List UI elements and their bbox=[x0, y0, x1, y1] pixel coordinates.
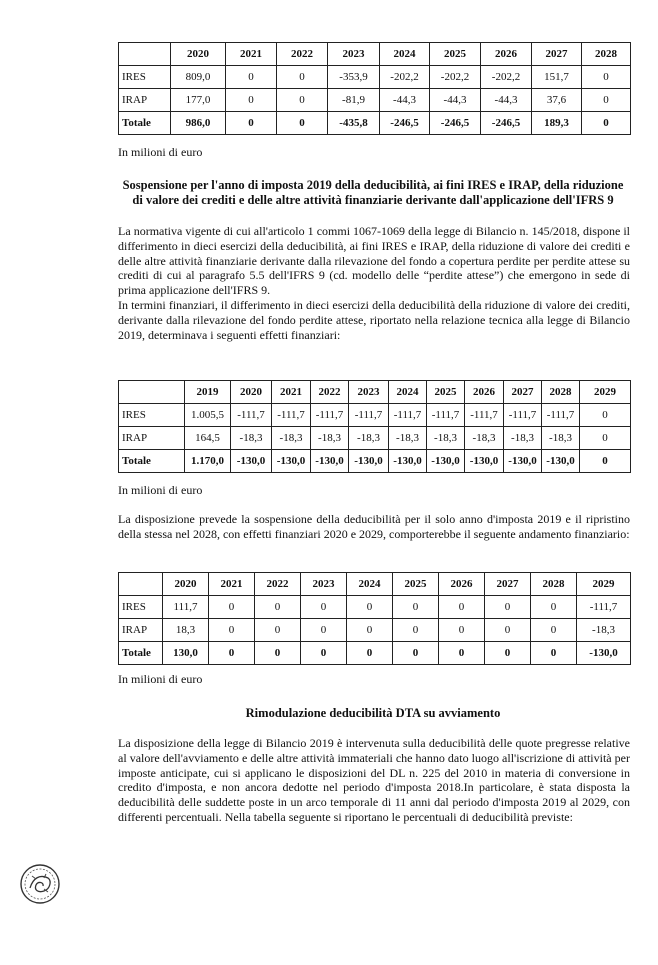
table-total-row bbox=[119, 642, 631, 665]
value-cell: 0 bbox=[209, 642, 255, 665]
value-cell: -111,7 bbox=[427, 404, 465, 427]
value-cell: -130,0 bbox=[272, 450, 311, 473]
value-cell: 0 bbox=[580, 404, 631, 427]
value-cell: -18,3 bbox=[542, 427, 580, 450]
value-cell: -246,5 bbox=[430, 112, 481, 135]
header-year-cell: 2027 bbox=[485, 573, 531, 596]
table-row bbox=[119, 427, 631, 450]
value-cell: 0 bbox=[531, 619, 577, 642]
value-cell: 18,3 bbox=[163, 619, 209, 642]
row-label-cell: IRES bbox=[119, 66, 171, 89]
value-cell: 0 bbox=[439, 619, 485, 642]
value-cell: 130,0 bbox=[163, 642, 209, 665]
value-cell: 0 bbox=[209, 596, 255, 619]
header-year-cell: 2029 bbox=[580, 381, 631, 404]
value-cell: 189,3 bbox=[532, 112, 582, 135]
value-cell: -18,3 bbox=[504, 427, 542, 450]
value-cell: -202,2 bbox=[430, 66, 481, 89]
value-cell: -111,7 bbox=[272, 404, 311, 427]
table-total-row bbox=[119, 450, 631, 473]
value-cell: -202,2 bbox=[380, 66, 430, 89]
value-cell: -130,0 bbox=[542, 450, 580, 473]
section-2-paragraph: La disposizione della legge di Bilancio 2019 è intervenuta sulla deducibilità delle quote pregresse relative al valore dell'avviamento e delle altre attività immateriali che hanno dato luogo all'iscrizione di attività per imposte anticipate, cui si applicano le disposizioni del DL n. 225 del 2010 in materia di conversione in credito d'imposta, e non ancora dedotte nel periodo d'imposta 2018.In particolare, è stata disposta la deducibilità delle suddette poste in un arco temporale di 11 anni dal periodo d'imposta 2019 al 2029, con differenti percentuali. Nella tabella seguente si riportano le percentuali di deducibilità previste: bbox=[118, 736, 630, 824]
value-cell: -18,3 bbox=[465, 427, 504, 450]
value-cell: 0 bbox=[439, 596, 485, 619]
value-cell: 0 bbox=[582, 89, 631, 112]
header-year-cell: 2027 bbox=[532, 43, 582, 66]
header-year-cell: 2022 bbox=[311, 381, 349, 404]
paragraph-3 bbox=[118, 512, 630, 542]
header-corner-cell bbox=[119, 573, 163, 596]
header-year-cell: 2021 bbox=[272, 381, 311, 404]
value-cell: -111,7 bbox=[231, 404, 272, 427]
value-cell: 0 bbox=[255, 619, 301, 642]
row-label-cell: IRAP bbox=[119, 427, 185, 450]
value-cell: -18,3 bbox=[231, 427, 272, 450]
value-cell: 0 bbox=[301, 596, 347, 619]
value-cell: 0 bbox=[301, 619, 347, 642]
value-cell: -246,5 bbox=[380, 112, 430, 135]
value-cell: 0 bbox=[485, 596, 531, 619]
value-cell: -246,5 bbox=[481, 112, 532, 135]
row-label-cell: Totale bbox=[119, 642, 163, 665]
header-year-cell: 2021 bbox=[209, 573, 255, 596]
row-label-cell: Totale bbox=[119, 112, 171, 135]
value-cell: 1.170,0 bbox=[185, 450, 231, 473]
value-cell: 0 bbox=[277, 89, 328, 112]
header-year-cell: 2026 bbox=[465, 381, 504, 404]
value-cell: 809,0 bbox=[171, 66, 226, 89]
value-cell: -81,9 bbox=[328, 89, 380, 112]
value-cell: -130,0 bbox=[389, 450, 427, 473]
table-header-row bbox=[119, 573, 631, 596]
section-1-body bbox=[118, 224, 630, 342]
section-2-heading: Rimodulazione deducibilità DTA su avviamento bbox=[245, 706, 501, 720]
value-cell: -44,3 bbox=[380, 89, 430, 112]
header-year-cell: 2024 bbox=[380, 43, 430, 66]
value-cell: 0 bbox=[485, 619, 531, 642]
value-cell: 164,5 bbox=[185, 427, 231, 450]
value-cell: -202,2 bbox=[481, 66, 532, 89]
table-header-row bbox=[119, 43, 631, 66]
value-cell: -130,0 bbox=[427, 450, 465, 473]
value-cell: 0 bbox=[393, 619, 439, 642]
value-cell: -111,7 bbox=[349, 404, 389, 427]
header-year-cell: 2024 bbox=[347, 573, 393, 596]
header-year-cell: 2023 bbox=[328, 43, 380, 66]
table-row bbox=[119, 619, 631, 642]
header-year-cell: 2024 bbox=[389, 381, 427, 404]
value-cell: -111,7 bbox=[465, 404, 504, 427]
value-cell: -111,7 bbox=[577, 596, 631, 619]
section-1-heading: Sospensione per l'anno di imposta 2019 della deducibilità, ai fini IRES e IRAP, della riduzione di valore dei crediti e delle altre attività finanziarie derivante dall'applicazione dell'IFRS 9 bbox=[122, 178, 624, 207]
value-cell: -130,0 bbox=[349, 450, 389, 473]
value-cell: 0 bbox=[347, 619, 393, 642]
value-cell: -18,3 bbox=[272, 427, 311, 450]
value-cell: -130,0 bbox=[577, 642, 631, 665]
value-cell: 0 bbox=[209, 619, 255, 642]
value-cell: 0 bbox=[531, 596, 577, 619]
value-cell: 0 bbox=[347, 596, 393, 619]
header-year-cell: 2022 bbox=[255, 573, 301, 596]
section-2-body bbox=[118, 736, 630, 825]
section-1-paragraph-1: La normativa vigente di cui all'articolo 1 commi 1067-1069 della legge di Bilancio n. 145/2018, dispone il differimento in dieci esercizi della deducibilità, ai fini IRES e IRAP, della riduzione di valore dei crediti e delle altre attività finanziarie derivante dalla rilevazione del fondo a copertura perdite per perdite attese su crediti di cui al paragrafo 5.5 dell'IFRS 9 (cd. modello delle “perdite attese”) che emergono in sede di prima applicazione dell'IFRS 9. bbox=[118, 224, 630, 298]
value-cell: 151,7 bbox=[532, 66, 582, 89]
row-label-cell: IRAP bbox=[119, 89, 171, 112]
section-1-paragraph-2: In termini finanziari, il differimento in dieci esercizi della deducibilità della riduzione di valore dei crediti, derivante dalla rilevazione del fondo perdite attese, riportato nella relazione tecnica alla legge di Bilancio 2019, determinava i seguenti effetti finanziari: bbox=[118, 297, 630, 342]
value-cell: 0 bbox=[531, 642, 577, 665]
table-row bbox=[119, 66, 631, 89]
value-cell: 177,0 bbox=[171, 89, 226, 112]
value-cell: 0 bbox=[301, 642, 347, 665]
value-cell: -353,9 bbox=[328, 66, 380, 89]
value-cell: 0 bbox=[485, 642, 531, 665]
value-cell: -18,3 bbox=[349, 427, 389, 450]
value-cell: 0 bbox=[226, 89, 277, 112]
value-cell: -111,7 bbox=[311, 404, 349, 427]
value-cell: -18,3 bbox=[311, 427, 349, 450]
value-cell: -111,7 bbox=[389, 404, 427, 427]
value-cell: 0 bbox=[347, 642, 393, 665]
value-cell: 0 bbox=[393, 642, 439, 665]
header-corner-cell bbox=[119, 43, 171, 66]
seal-stamp-icon bbox=[18, 862, 62, 906]
table-2 bbox=[118, 380, 631, 473]
header-year-cell: 2020 bbox=[231, 381, 272, 404]
value-cell: 0 bbox=[582, 112, 631, 135]
value-cell: 1.005,5 bbox=[185, 404, 231, 427]
header-year-cell: 2028 bbox=[582, 43, 631, 66]
header-year-cell: 2025 bbox=[430, 43, 481, 66]
value-cell: -18,3 bbox=[389, 427, 427, 450]
header-year-cell: 2025 bbox=[427, 381, 465, 404]
row-label-cell: IRAP bbox=[119, 619, 163, 642]
header-year-cell: 2028 bbox=[531, 573, 577, 596]
value-cell: 0 bbox=[277, 112, 328, 135]
row-label-cell: IRES bbox=[119, 596, 163, 619]
value-cell: 0 bbox=[580, 427, 631, 450]
value-cell: 0 bbox=[255, 642, 301, 665]
header-year-cell: 2029 bbox=[577, 573, 631, 596]
header-corner-cell bbox=[119, 381, 185, 404]
value-cell: -130,0 bbox=[504, 450, 542, 473]
value-cell: -111,7 bbox=[542, 404, 580, 427]
value-cell: -44,3 bbox=[430, 89, 481, 112]
value-cell: -130,0 bbox=[231, 450, 272, 473]
value-cell: 0 bbox=[226, 66, 277, 89]
value-cell: -130,0 bbox=[465, 450, 504, 473]
table-3-unit: In milioni di euro bbox=[118, 672, 203, 686]
header-year-cell: 2019 bbox=[185, 381, 231, 404]
header-year-cell: 2027 bbox=[504, 381, 542, 404]
table-row bbox=[119, 404, 631, 427]
value-cell: 37,6 bbox=[532, 89, 582, 112]
header-year-cell: 2025 bbox=[393, 573, 439, 596]
table-row bbox=[119, 596, 631, 619]
header-year-cell: 2023 bbox=[349, 381, 389, 404]
row-label-cell: Totale bbox=[119, 450, 185, 473]
value-cell: 0 bbox=[393, 596, 439, 619]
value-cell: 0 bbox=[226, 112, 277, 135]
table-row bbox=[119, 89, 631, 112]
value-cell: -111,7 bbox=[504, 404, 542, 427]
row-label-cell: IRES bbox=[119, 404, 185, 427]
header-year-cell: 2026 bbox=[481, 43, 532, 66]
header-year-cell: 2021 bbox=[226, 43, 277, 66]
header-year-cell: 2028 bbox=[542, 381, 580, 404]
table-3 bbox=[118, 572, 631, 665]
value-cell: -18,3 bbox=[577, 619, 631, 642]
value-cell: 111,7 bbox=[163, 596, 209, 619]
header-year-cell: 2026 bbox=[439, 573, 485, 596]
table-2-unit: In milioni di euro bbox=[118, 483, 203, 497]
value-cell: -435,8 bbox=[328, 112, 380, 135]
table-header-row bbox=[119, 381, 631, 404]
header-year-cell: 2020 bbox=[171, 43, 226, 66]
header-year-cell: 2023 bbox=[301, 573, 347, 596]
value-cell: 0 bbox=[439, 642, 485, 665]
value-cell: 0 bbox=[255, 596, 301, 619]
table-1 bbox=[118, 42, 631, 135]
value-cell: -44,3 bbox=[481, 89, 532, 112]
header-year-cell: 2022 bbox=[277, 43, 328, 66]
value-cell: 0 bbox=[582, 66, 631, 89]
value-cell: -18,3 bbox=[427, 427, 465, 450]
value-cell: 986,0 bbox=[171, 112, 226, 135]
paragraph-3-text: La disposizione prevede la sospensione della deducibilità per il solo anno d'imposta 2019 e il ripristino della stessa nel 2028, con effetti finanziari 2020 e 2029, comporterebbe il seguente andamento finanziario: bbox=[118, 512, 630, 541]
value-cell: 0 bbox=[277, 66, 328, 89]
table-total-row bbox=[119, 112, 631, 135]
value-cell: 0 bbox=[580, 450, 631, 473]
header-year-cell: 2020 bbox=[163, 573, 209, 596]
value-cell: -130,0 bbox=[311, 450, 349, 473]
table-1-unit: In milioni di euro bbox=[118, 145, 203, 159]
